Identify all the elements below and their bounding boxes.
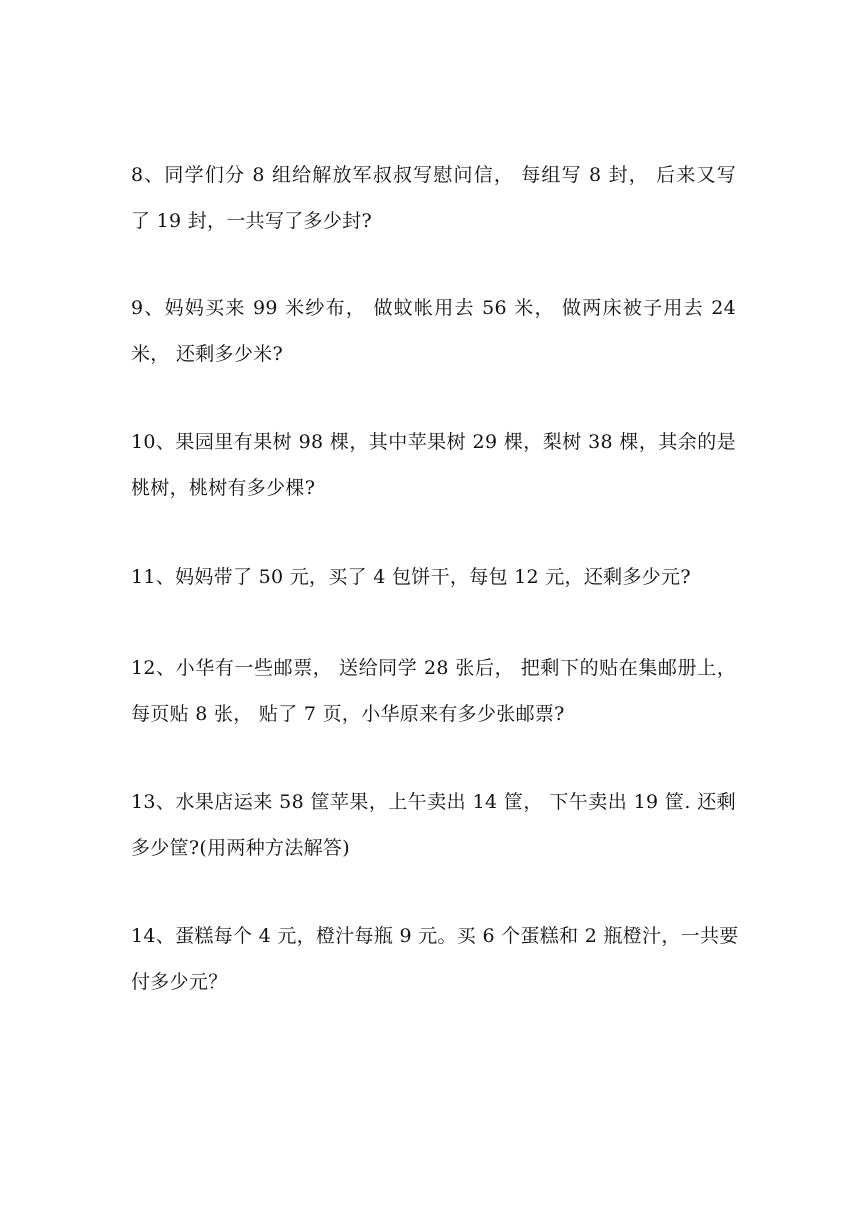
problem-14 xyxy=(131,913,739,1005)
problem-11 xyxy=(131,554,736,600)
problem-line: 8、同学们分 8 组给解放军叔叔写慰问信， 每组写 8 封， 后来又写 xyxy=(131,164,736,186)
problem-line: 12、小华有一些邮票， 送给同学 28 张后， 把剩下的贴在集邮册上， xyxy=(131,657,736,679)
problem-line: 10、果园里有果树 98 棵，其中苹果树 29 棵，梨树 38 棵，其余的是 xyxy=(131,431,736,453)
problem-12 xyxy=(131,645,736,737)
problem-line: 米， 还剩多少米? xyxy=(131,343,283,365)
problem-9 xyxy=(131,285,736,377)
problem-line: 13、水果店运来 58 筐苹果，上午卖出 14 筐， 下午卖出 19 筐. 还剩 xyxy=(131,791,736,813)
problem-8 xyxy=(131,152,736,244)
problem-line: 桃树，桃树有多少棵? xyxy=(131,477,316,499)
problem-line: 11、妈妈带了 50 元，买了 4 包饼干，每包 12 元，还剩多少元? xyxy=(131,566,691,588)
problem-line: 14、蛋糕每个 4 元，橙汁每瓶 9 元。买 6 个蛋糕和 2 瓶橙汁，一共要 xyxy=(131,925,739,947)
problem-line: 了 19 封，一共写了多少封? xyxy=(131,210,372,232)
problem-line: 每页贴 8 张， 贴了 7 页，小华原来有多少张邮票? xyxy=(131,703,565,725)
problem-line: 9、妈妈买来 99 米纱布， 做蚊帐用去 56 米， 做两床被子用去 24 xyxy=(131,297,736,319)
problem-line: 多少筐?(用两种方法解答) xyxy=(131,837,350,859)
problem-10 xyxy=(131,419,736,511)
problem-13 xyxy=(131,779,736,871)
problem-line: 付多少元？ xyxy=(131,971,228,993)
